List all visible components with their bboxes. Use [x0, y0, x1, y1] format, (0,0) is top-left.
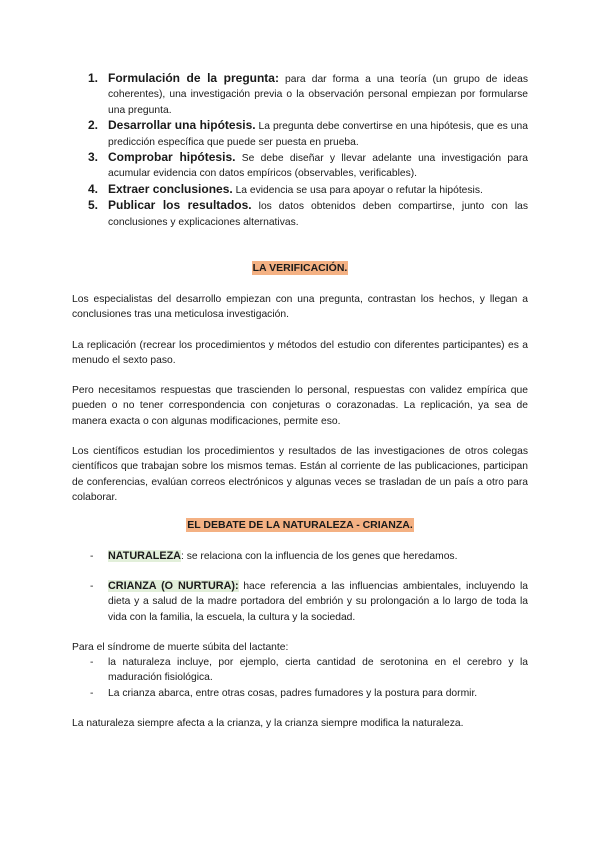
step-text: los datos obtenidos deben compartirse, junto con las conclusiones y explicaciones alternativas.: [108, 201, 529, 228]
step-text: La evidencia se usa para apoyar o refutar la hipótesis.: [232, 184, 483, 196]
step-title: Formulación de la pregunta:: [108, 71, 279, 85]
verification-heading: LA VERIFICACIÓN.: [252, 262, 348, 274]
conclusion-text: La naturaleza siempre afecta a la crianza, y la crianza siempre modifica la naturaleza.: [72, 718, 464, 729]
step-number: 3.: [88, 150, 99, 165]
list-item: - NATURALEZA: se relaciona con la influencia de los genes que heredamos.: [90, 550, 458, 562]
verification-paragraph: La replicación (recrear los procedimientos y métodos del estudio con diferentes participantes) es a menudo el sexto paso.: [72, 340, 528, 367]
step-number: 4.: [88, 181, 99, 196]
sids-intro: Para el síndrome de muerte súbita del lactante:: [72, 642, 289, 653]
list-item: - La crianza abarca, entre otras cosas, padres fumadores y la postura para dormir.: [90, 687, 478, 699]
step-title: Publicar los resultados.: [108, 198, 252, 213]
step-item: [88, 118, 528, 150]
step-title: Desarrollar una hipótesis.: [108, 118, 256, 133]
debate-list: [90, 579, 528, 625]
debate-heading: EL DEBATE DE LA NATURALEZA - CRIANZA.: [187, 519, 413, 531]
verification-paragraph: Los científicos estudian los procedimientos y resultados de las investigaciones de otros colegas científicos que trabajan sobre los mismos temas. Están al corriente de las publicaciones, participan de conferencias, evalúan correos electrónicos y algunas veces se trasladan de un país a otro para colaborar.: [72, 446, 528, 504]
step-item: [88, 150, 528, 182]
step-number: 1.: [88, 71, 99, 85]
debate-list: [90, 549, 528, 564]
sids-list: [90, 655, 528, 701]
step-title: Comprobar hipótesis.: [108, 150, 236, 165]
verification-paragraph: Los especialistas del desarrollo empiezan con una pregunta, contrastan los hechos, y llegan a conclusiones tras una meticulosa investigación.: [72, 294, 528, 321]
step-text: La pregunta debe convertirse en una hipótesis, que es una predicción específica que puede ser puesta en prueba.: [108, 121, 528, 148]
steps-list: [88, 71, 528, 230]
step-text: Se debe diseñar y llevar adelante una investigación para acumular evidencia con datos empíricos (observables, verificables).: [108, 153, 528, 180]
step-item: [88, 198, 528, 230]
list-item: - CRIANZA (O NURTURA): hace referencia a las influencias ambientales, incluyendo la dieta y a salud de la madre portadora del embrión y su prolongación a lo largo de toda la vida con la familia, la escuela, la cultura y la sociedad.: [90, 580, 528, 623]
step-text: para dar forma a una teoría (un grupo de ideas coherentes), una investigación previa o la observación personal empiezan por formularse una pregunta.: [108, 74, 528, 116]
step-number: 5.: [88, 198, 99, 213]
step-item: [88, 71, 528, 118]
list-item: - la naturaleza incluye, por ejemplo, cierta cantidad de serotonina en el cerebro y la maduración fisiológica.: [90, 657, 528, 684]
verification-paragraph: Pero necesitamos respuestas que trascienden lo personal, respuestas con validez empírica que pueden o no tener correspondencia con conjeturas o corazonadas. La replicación, ya sea de manera exacta o con algunas modificaciones, permite eso.: [72, 385, 528, 427]
step-title: Extraer conclusiones.: [108, 181, 233, 196]
term-naturaleza: NATURALEZA: [108, 550, 181, 562]
term-crianza: CRIANZA (O NURTURA):: [108, 580, 239, 592]
step-item: [88, 182, 528, 198]
step-number: 2.: [88, 118, 99, 133]
